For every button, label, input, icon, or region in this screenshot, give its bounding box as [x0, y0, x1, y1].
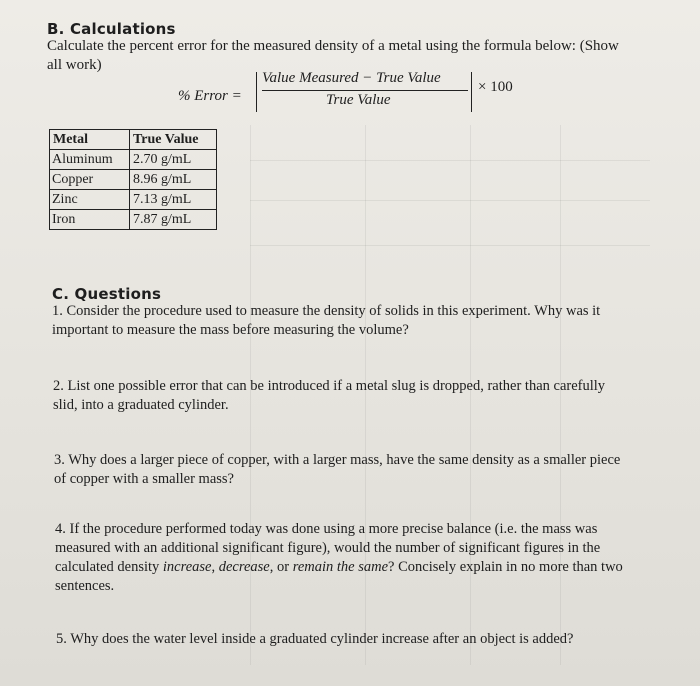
abs-bar-left [256, 72, 257, 112]
question-2 [53, 377, 653, 415]
table-cell-metal: Iron [50, 210, 130, 230]
table-header-true-value: True Value [130, 130, 217, 150]
abs-bar-right [471, 72, 472, 112]
table-cell-value: 8.96 g/mL [130, 170, 217, 190]
table-header-metal: Metal [50, 130, 130, 150]
question-3-line-2: of copper with a smaller mass? [54, 471, 234, 487]
formula-denominator: True Value [326, 92, 391, 108]
question-4-line-3 [55, 558, 655, 577]
table-row [50, 170, 217, 190]
table-row [50, 210, 217, 230]
question-5 [56, 630, 656, 649]
question-3 [54, 451, 654, 489]
table-cell-value: 7.87 g/mL [130, 210, 217, 230]
formula-lhs: % Error = [178, 88, 242, 104]
q4-text: calculated density [55, 559, 163, 575]
q4-option-remain-same: remain the same [292, 559, 389, 575]
table-row [50, 190, 217, 210]
question-1-line-2: important to measure the mass before measuring the volume? [52, 322, 409, 338]
fraction-bar [262, 90, 468, 91]
q4-text: , [211, 559, 219, 575]
bleed-through-line [250, 245, 650, 246]
section-c-heading: C. Questions [52, 285, 162, 303]
question-3-line-1: 3. Why does a larger piece of copper, with a larger mass, have the same density as a smaller piece [54, 452, 621, 468]
table-header-row [50, 130, 217, 150]
q4-option-increase: increase [162, 559, 212, 575]
question-2-line-2: slid, into a graduated cylinder. [53, 397, 229, 413]
bleed-through-line [250, 160, 650, 161]
question-1 [52, 302, 652, 340]
q4-text: , or [269, 559, 293, 575]
question-1-line-1: 1. Consider the procedure used to measure the density of solids in this experiment. Why was it [52, 303, 601, 319]
formula-numerator: Value Measured − True Value [262, 70, 441, 86]
table-cell-metal: Copper [50, 170, 130, 190]
table-cell-metal: Zinc [50, 190, 130, 210]
question-4-line-2: measured with an additional significant figure), would the number of significant figures in the [55, 540, 601, 556]
table-cell-metal: Aluminum [50, 150, 130, 170]
instruction-line-2: all work) [47, 57, 102, 73]
true-density-table [49, 129, 217, 230]
table-cell-value: 7.13 g/mL [130, 190, 217, 210]
percent-error-formula [178, 66, 538, 116]
q4-text: ? Concisely explain in no more than two [388, 559, 623, 575]
question-5-line-1: 5. Why does the water level inside a graduated cylinder increase after an object is added? [56, 631, 574, 647]
question-4 [55, 520, 655, 596]
q4-option-decrease: decrease [218, 559, 270, 575]
table-row [50, 150, 217, 170]
section-b-heading: B. Calculations [47, 20, 176, 38]
question-2-line-1: 2. List one possible error that can be introduced if a metal slug is dropped, rather than carefully [53, 378, 606, 394]
question-4-line-1: 4. If the procedure performed today was done using a more precise balance (i.e. the mass was [55, 521, 598, 537]
table-cell-value: 2.70 g/mL [130, 150, 217, 170]
bleed-through-line [250, 200, 650, 201]
formula-multiplier: × 100 [478, 79, 513, 95]
question-4-line-4: sentences. [55, 578, 115, 594]
instruction-line-1: Calculate the percent error for the measured density of a metal using the formula below: (Show [47, 38, 619, 54]
